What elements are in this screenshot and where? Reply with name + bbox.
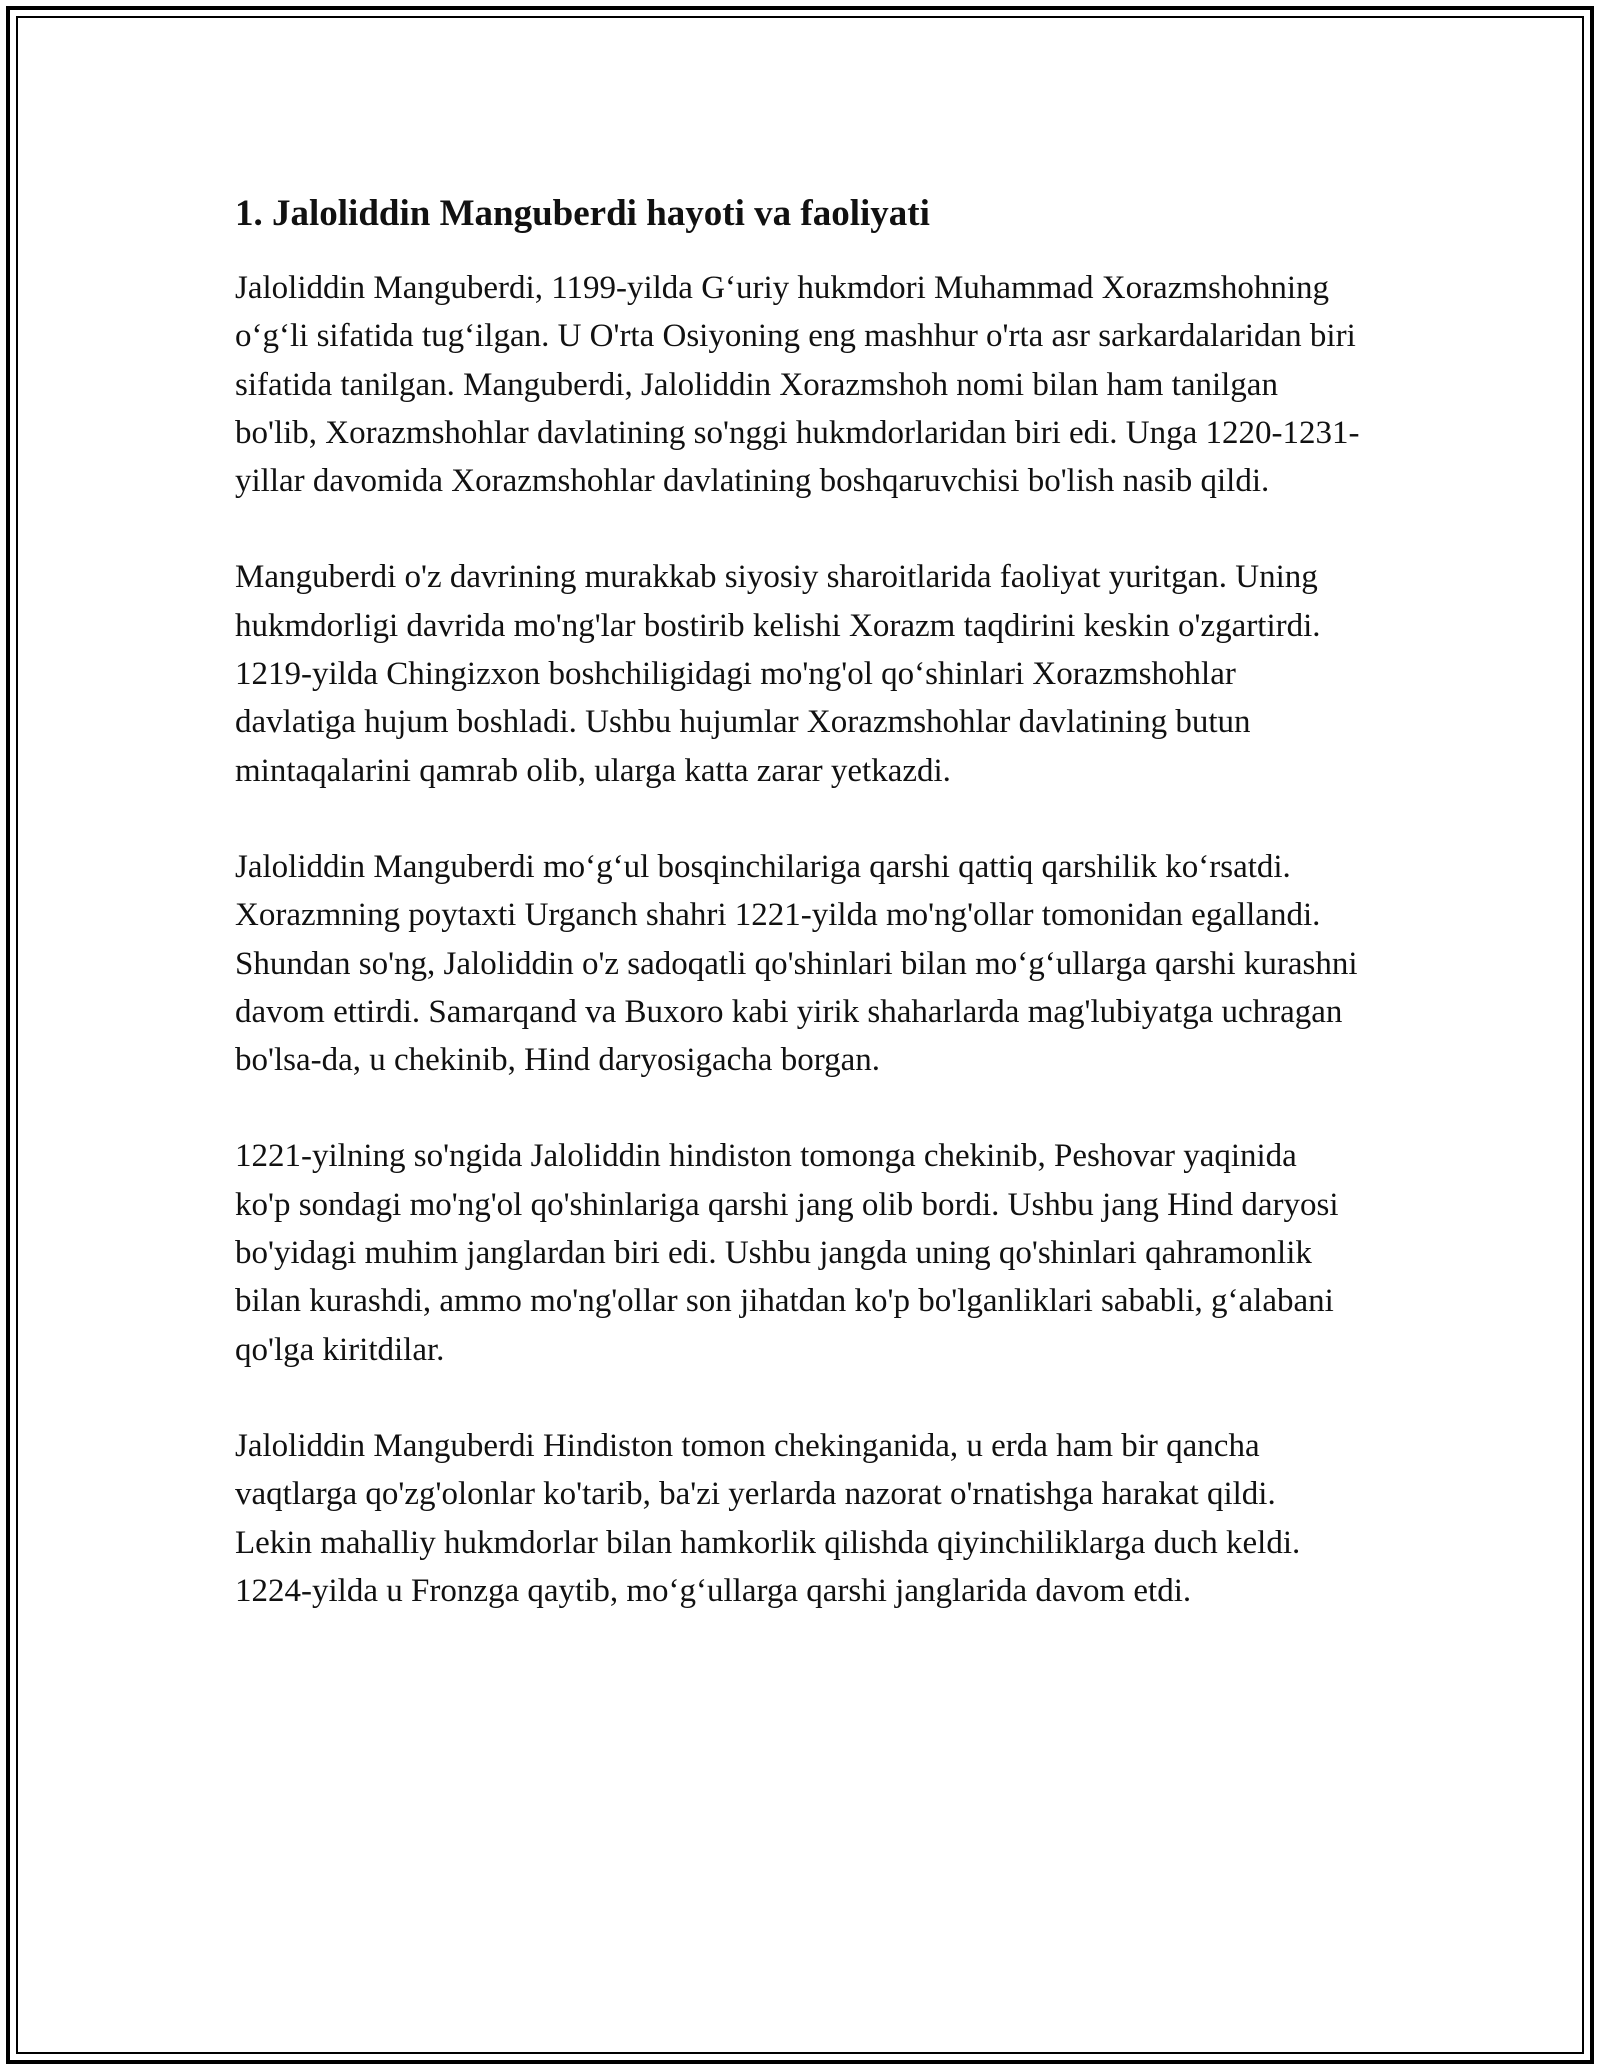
paragraph-2: Manguberdi o'z davrining murakkab siyosiy sharoitlarida faoliyat yuritgan. Uning hukmdorligi davrida mo'ng'lar bostirib kelishi Xorazm taqdirini keskin o'zgartirdi. 1219-yilda Chingizxon boshchiligidagi mo'ng'ol qo‘shinlari Xorazmshohlar davlatiga hujum boshladi. Ushbu hujumlar Xorazmshohlar davlatining butun mintaqalarini qamrab olib, ularga katta zarar yetkazdi.	[235, 559, 1321, 789]
document-body	[235, 190, 1360, 1663]
section-heading: 1. Jaloliddin Manguberdi hayoti va faoliyati	[235, 193, 930, 234]
paragraph-1: Jaloliddin Manguberdi, 1199-yilda G‘uriy hukmdori Muhammad Xorazmshohning o‘g‘li sifatida tug‘ilgan. U O'rta Osiyoning eng mashhur o'rta asr sarkardalaridan biri sifatida tanilgan. Manguberdi, Jaloliddin Xorazmshoh nomi bilan ham tanilgan bo'lib, Xorazmshohlar davlatining so'nggi hukmdorlaridan biri edi. Unga 1220-1231-yillar davomida Xorazmshohlar davlatining boshqaruvchisi bo'lish nasib qildi.	[235, 270, 1360, 500]
paragraph-4: 1221-yilning so'ngida Jaloliddin hindiston tomonga chekinib, Peshovar yaqinida ko'p sondagi mo'ng'ol qo'shinlariga qarshi jang olib bordi. Ushbu jang Hind daryosi bo'yidagi muhim janglardan biri edi. Ushbu jangda uning qo'shinlari qahramonlik bilan kurashdi, ammo mo'ng'ollar son jihatdan ko'p bo'lganliklari sababli, g‘alabani qo'lga kiritdilar.	[235, 1138, 1339, 1368]
paragraph-5: Jaloliddin Manguberdi Hindiston tomon chekinganida, u erda ham bir qancha vaqtlarga qo'zg'olonlar ko'tarib, ba'zi yerlarda nazorat o'rnatishga harakat qildi. Lekin mahalliy hukmdorlar bilan hamkorlik qilishda qiyinchiliklarga duch keldi. 1224-yilda u Fronzga qaytib, mo‘g‘ullarga qarshi janglarida davom etdi.	[235, 1427, 1301, 1609]
paragraph-3: Jaloliddin Manguberdi mo‘g‘ul bosqinchilariga qarshi qattiq qarshilik ko‘rsatdi. Xorazmning poytaxti Urganch shahri 1221-yilda mo'ng'ollar tomonidan egallandi. Shundan so'ng, Jaloliddin o'z sadoqatli qo'shinlari bilan mo‘g‘ullarga qarshi kurashni davom ettirdi. Samarqand va Buxoro kabi yirik shaharlarda mag'lubiyatga uchragan bo'lsa-da, u chekinib, Hind daryosigacha borgan.	[235, 848, 1358, 1079]
